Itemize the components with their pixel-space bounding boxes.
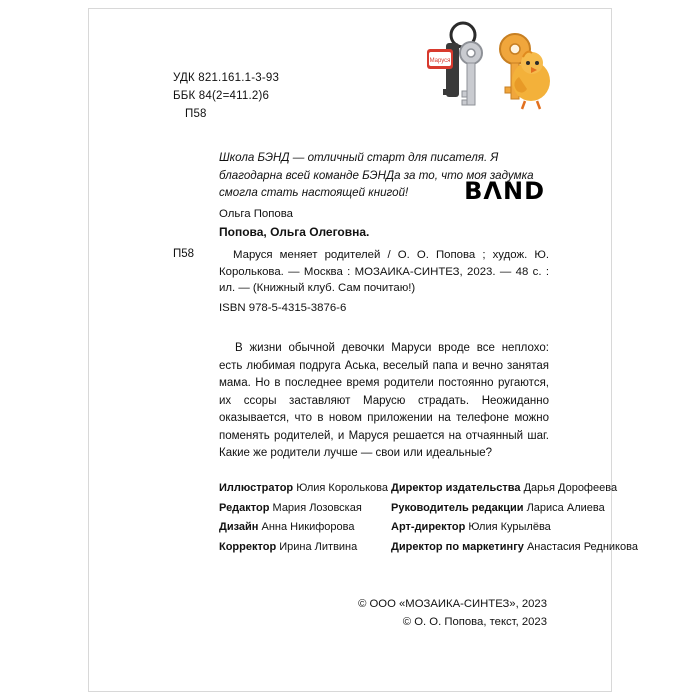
svg-text:Маруся: Маруся	[429, 58, 451, 64]
credit-role: Директор издательства	[391, 482, 521, 494]
credit-role: Корректор	[219, 540, 277, 553]
book-annotation: В жизни обычной девочки Маруси вроде все неплохо: есть любимая подруга Аська, веселый папа и вечно занятая мама. Но в последнее время родители постоянно ругаются, их ссоры заставляют Марусю страдать. Неожиданно оказывается, что в новом приложении на телефоне можно поменять родителей, и Маруся решается на отчаянный шаг. Какие же родители лучше — свои или идеальные?	[219, 342, 549, 459]
isbn: ISBN 978-5-4315-3876-6	[219, 302, 347, 314]
epigraph-text: Школа БЭНД — отличный старт для писателя. Я благодарна всей команде БЭНДа за то, что моя задумка смогла стать настоящей книгой!	[219, 151, 534, 199]
bibliography-description: Маруся меняет родителей / О. О. Попова ; худож. Ю. Королькова. — Москва : МОЗАИКА-СИНТЕЗ, 2023. — 48 с. : ил. — (Книжный клуб. Сам почитаю!)	[219, 249, 549, 294]
credit-role: Арт-директор	[391, 521, 466, 533]
udk-code: УДК 821.161.1-3-93	[173, 72, 280, 84]
credit-item	[219, 479, 391, 499]
credit-role: Редактор	[219, 501, 270, 514]
credit-item	[219, 538, 391, 558]
credit-item	[391, 479, 618, 499]
epigraph-signature: Ольга Попова	[219, 207, 293, 220]
credit-role: Руководитель редакции	[391, 501, 524, 514]
copyright-publisher: © ООО «МОЗАИКА-СИНТЕЗ», 2023	[358, 598, 547, 610]
classification-codes	[173, 69, 279, 123]
credit-name: Лариса Алиева	[526, 501, 605, 514]
credit-item	[391, 499, 609, 519]
credit-name: Дарья Дорофеева	[523, 482, 618, 494]
copyright-author: © О. О. Попова, текст, 2023	[402, 616, 547, 628]
band-school-logo: BΛND	[464, 177, 545, 205]
shelf-code: П58	[185, 108, 207, 120]
credit-role: Директор по маркетингу	[391, 540, 524, 553]
bbk-code: ББК 84(2=411.2)6	[173, 90, 270, 102]
credit-item	[391, 518, 609, 538]
page-content	[133, 9, 638, 691]
keys-with-chicken-keychain-icon	[419, 19, 551, 123]
book-imprint-page	[88, 8, 638, 692]
credit-name: Ирина Литвина	[279, 540, 358, 553]
credit-item	[219, 518, 391, 538]
credit-name: Юлия Курылёва	[468, 521, 551, 533]
credit-name: Юлия Королькова	[296, 482, 388, 494]
bibliography-shelf-code: П58	[173, 248, 195, 260]
credit-role: Дизайн	[219, 521, 259, 533]
credit-name: Анна Никифорова	[261, 521, 355, 533]
copyright-block	[358, 595, 547, 631]
credits-list	[219, 479, 638, 557]
credit-item	[391, 538, 638, 558]
credit-name: Анастасия Редникова	[526, 540, 638, 553]
credit-role: Иллюстратор	[219, 482, 294, 494]
credit-name: Мария Лозовская	[272, 501, 362, 514]
credit-item	[219, 499, 391, 519]
bibliography-author: Попова, Ольга Олеговна.	[219, 225, 370, 239]
